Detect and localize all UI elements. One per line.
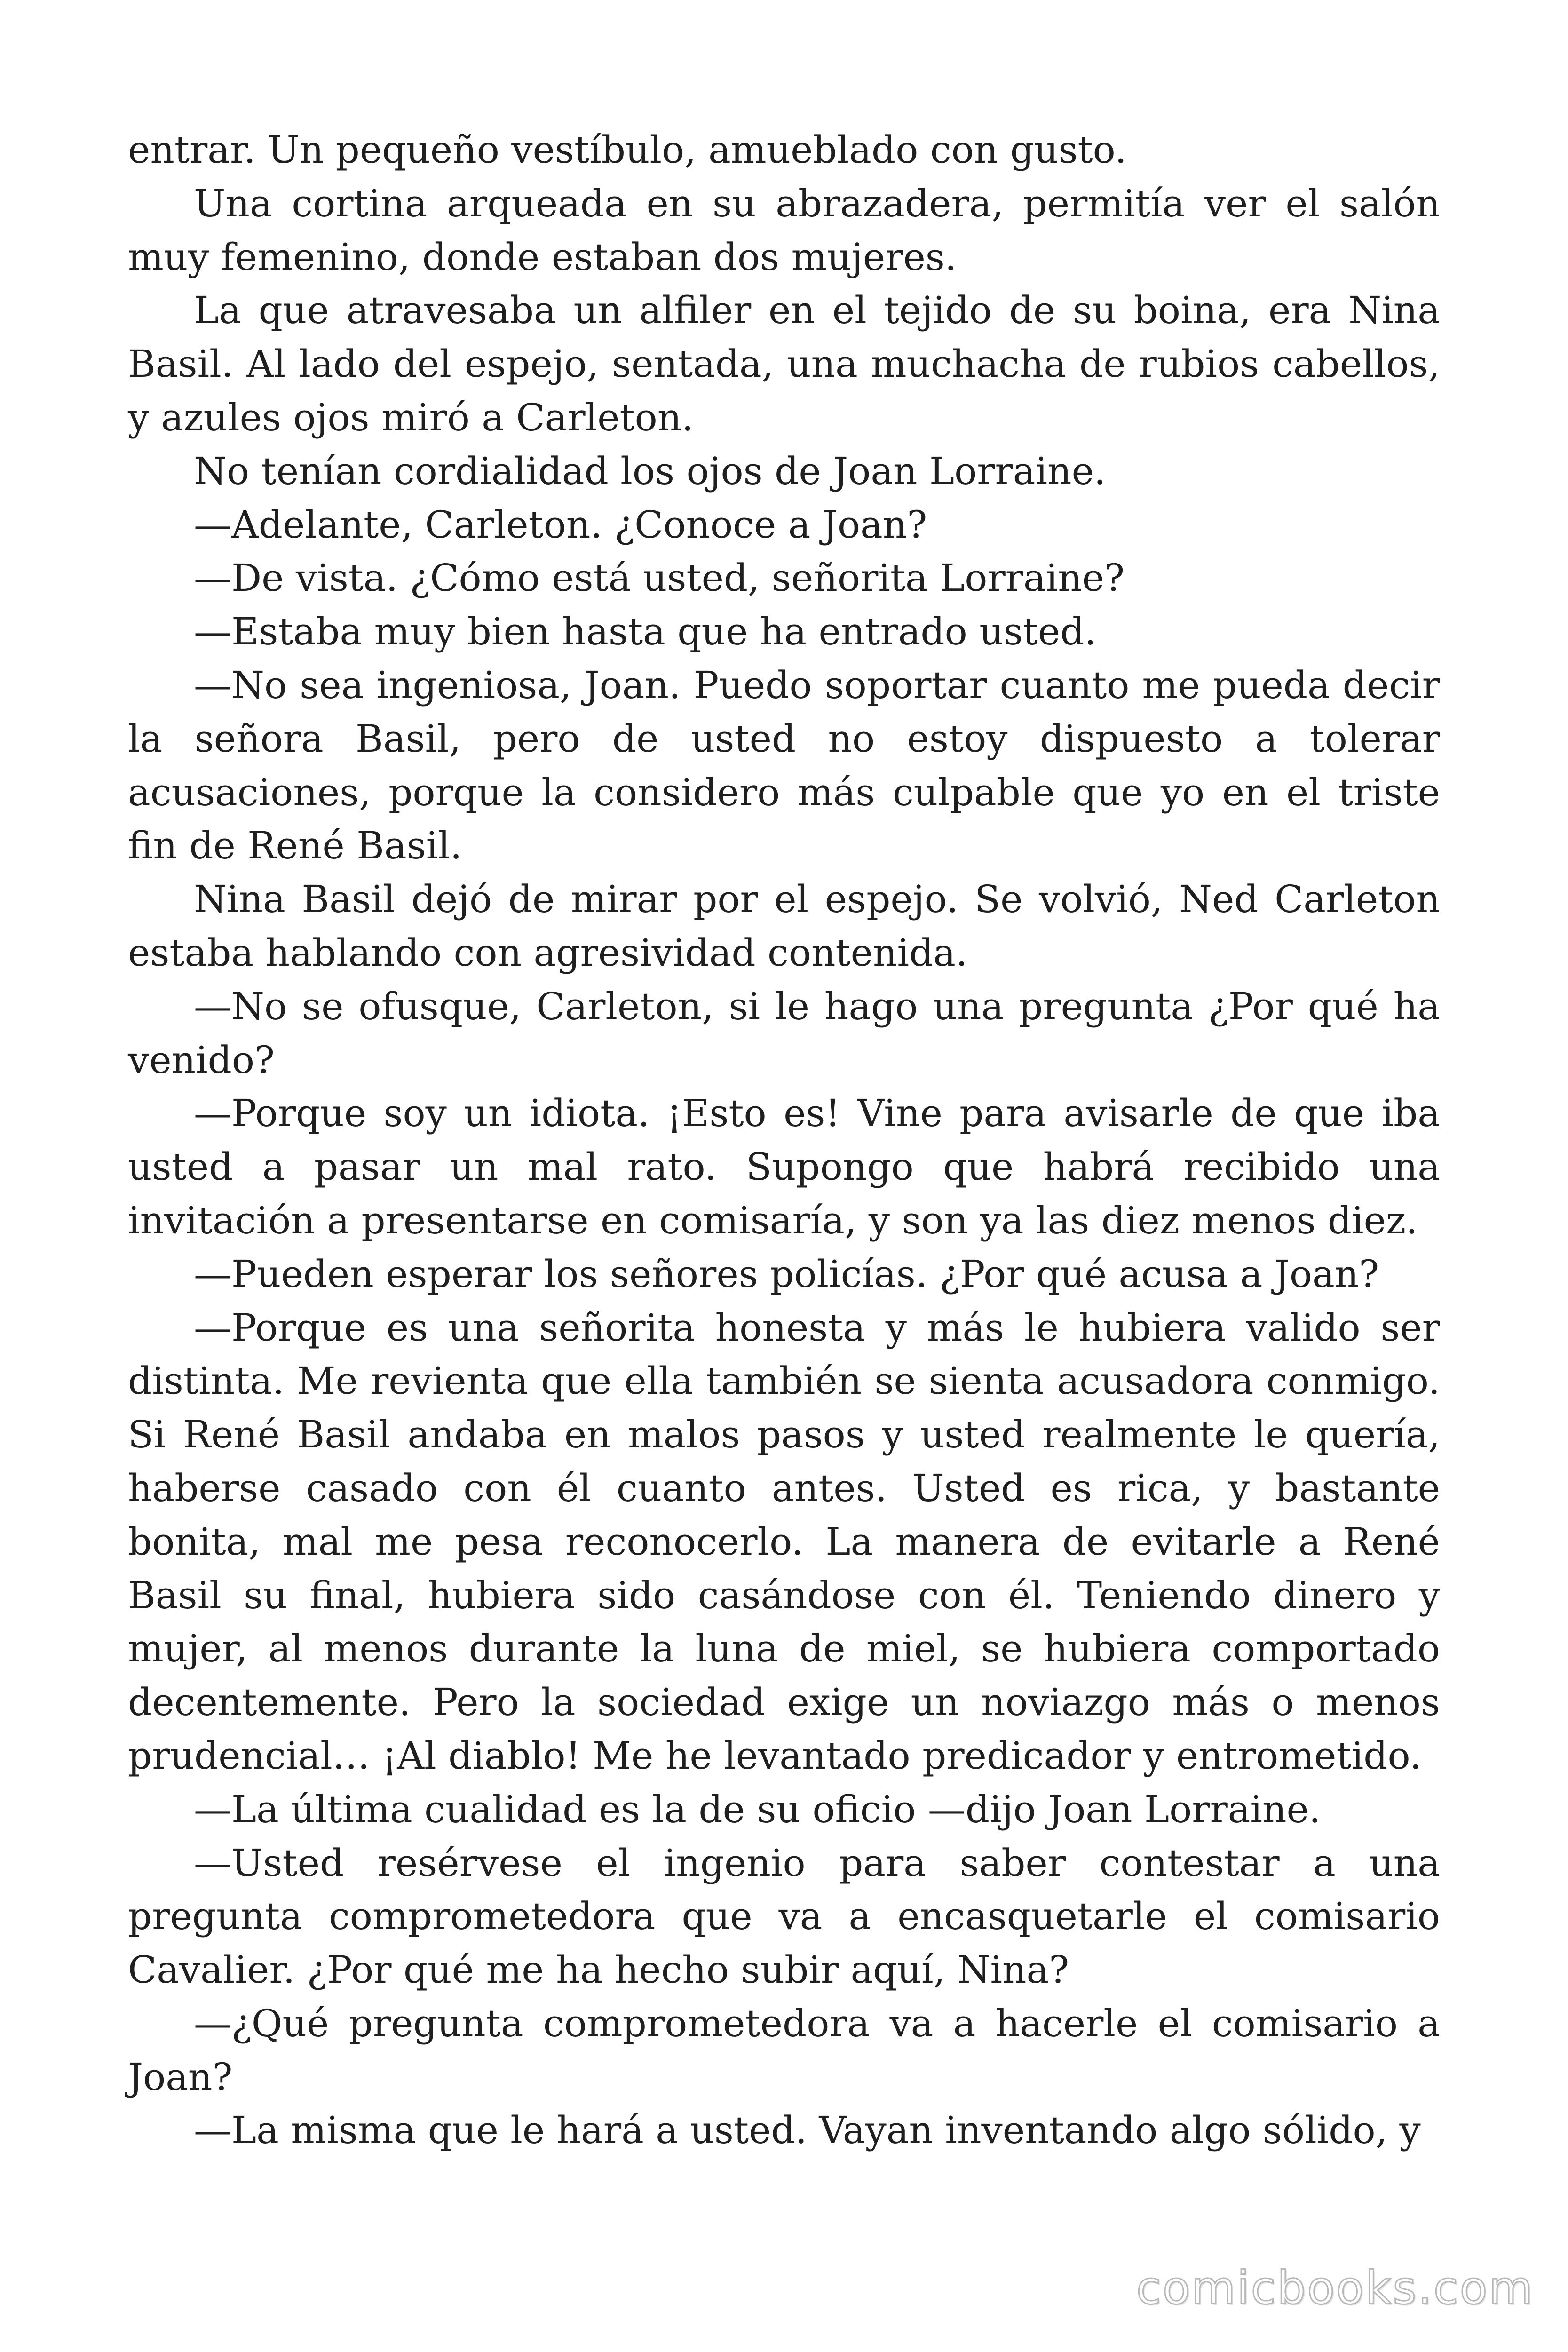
paragraph-continuation: entrar. Un pequeño vestíbulo, amueblado con gusto. <box>128 128 1127 172</box>
dialogue-line: —Estaba muy bien hasta que ha entrado usted. <box>194 610 1096 654</box>
body-text <box>128 123 1440 2157</box>
dialogue-line: —No sea ingeniosa, Joan. Puedo soportar cuanto me pueda decir la señora Basil, pero de usted no estoy dispuesto a tolerar acusaciones, porque la considero más culpable que yo en el triste fin de René Basil. <box>128 663 1440 868</box>
dialogue-line: —La última cualidad es la de su oficio —dijo Joan Lorraine. <box>194 1787 1321 1831</box>
dialogue-line: —Porque es una señorita honesta y más le hubiera valido ser distinta. Me revienta que ella también se sienta acusadora conmigo. Si René Basil andaba en malos pasos y usted realmente le quería, haberse casado con él cuanto antes. Usted es rica, y bastante bonita, mal me pesa reconocerlo. La manera de evitarle a René Basil su final, hubiera sido casándose con él. Teniendo dinero y mujer, al menos durante la luna de miel, se hubiera comportado decentemente. Pero la sociedad exige un noviazgo más o menos prudencial… ¡Al diablo! Me he levantado predicador y entrometido. <box>128 1305 1440 1778</box>
dialogue-line: —Usted resérvese el ingenio para saber contestar a una pregunta comprometedora que va a encasquetarle el comisario Cavalier. ¿Por qué me ha hecho subir aquí, Nina? <box>128 1841 1440 1992</box>
dialogue-line: —¿Qué pregunta comprometedora va a hacerle el comisario a Joan? <box>128 2001 1440 2099</box>
dialogue-line: —La misma que le hará a usted. Vayan inventando algo sólido, y <box>194 2108 1421 2153</box>
paragraph: No tenían cordialidad los ojos de Joan Lorraine. <box>194 449 1106 493</box>
dialogue-line: —De vista. ¿Cómo está usted, señorita Lorraine? <box>194 556 1125 600</box>
dialogue-line: —Pueden esperar los señores policías. ¿Por qué acusa a Joan? <box>194 1252 1379 1296</box>
paragraph: Nina Basil dejó de mirar por el espejo. Se volvió, Ned Carleton estaba hablando con agresividad contenida. <box>128 877 1440 975</box>
watermark: comicbooks.com <box>1136 2262 1534 2314</box>
dialogue-line: —Adelante, Carleton. ¿Conoce a Joan? <box>194 502 927 547</box>
dialogue-line: —Porque soy un idiota. ¡Esto es! Vine para avisarle de que iba usted a pasar un mal rato. Supongo que habrá recibido una invitación a presentarse en comisaría, y son ya las diez menos diez. <box>128 1091 1440 1242</box>
paragraph: Una cortina arqueada en su abrazadera, permitía ver el salón muy femenino, donde estaban dos mujeres. <box>128 181 1440 279</box>
paragraph: La que atravesaba un alfiler en el tejido de su boina, era Nina Basil. Al lado del espejo, sentada, una muchacha de rubios cabellos, y azules ojos miró a Carleton. <box>128 288 1440 439</box>
dialogue-line: —No se ofusque, Carleton, si le hago una pregunta ¿Por qué ha venido? <box>128 984 1440 1082</box>
